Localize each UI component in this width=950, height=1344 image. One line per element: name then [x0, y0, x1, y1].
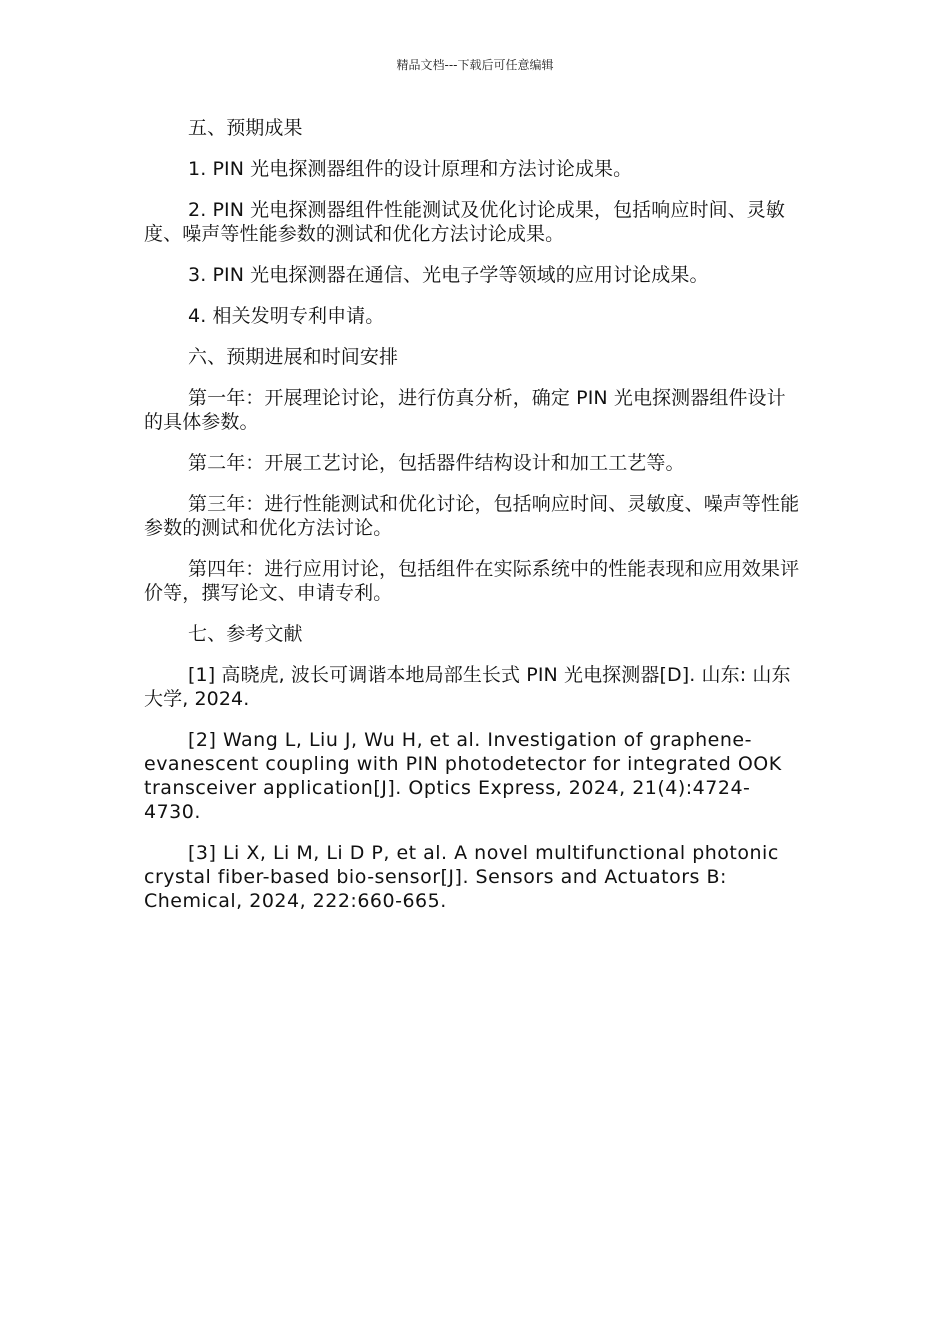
page-header: 精品文档---下载后可任意编辑 — [396, 58, 554, 72]
reference-item: [3] Li X, Li M, Li D P, et al. A novel multifunctional photonic crystal fiber-based bio-sensor[J]. Sensors and Actuators B: Chemical, 2024, 222:660-665. — [144, 842, 779, 912]
expected-result-item: 2. PIN 光电探测器组件性能测试及优化讨论成果，包括响应时间、灵敏度、噪声等性能参数的测试和优化方法讨论成果。 — [144, 199, 785, 245]
expected-result-item: 4. 相关发明专利申请。 — [188, 305, 385, 327]
document-body — [144, 116, 804, 930]
schedule-item: 第三年：进行性能测试和优化讨论，包括响应时间、灵敏度、噪声等性能参数的测试和优化方法讨论。 — [144, 493, 800, 539]
schedule-item: 第一年：开展理论讨论，进行仿真分析，确定 PIN 光电探测器组件设计的具体参数。 — [144, 387, 786, 433]
reference-item: [2] Wang L, Liu J, Wu H, et al. Investigation of graphene-evanescent coupling with PIN photodetector for integrated OOK transceiver application[J]. Optics Express, 2024, 21(4):4724-4730. — [144, 729, 782, 823]
schedule-item: 第四年：进行应用讨论，包括组件在实际系统中的性能表现和应用效果评价等，撰写论文、申请专利。 — [144, 558, 800, 604]
expected-result-item: 3. PIN 光电探测器在通信、光电子学等领域的应用讨论成果。 — [188, 264, 709, 286]
reference-item: [1] 高晓虎, 波长可调谐本地局部生长式 PIN 光电探测器[D]. 山东: 山东大学, 2024. — [144, 664, 791, 710]
schedule-item: 第二年：开展工艺讨论，包括器件结构设计和加工工艺等。 — [188, 452, 685, 474]
section-title-expected-results: 五、预期成果 — [188, 117, 303, 139]
section-title-references: 七、参考文献 — [188, 623, 303, 645]
section-title-schedule: 六、预期进展和时间安排 — [188, 346, 399, 368]
expected-result-item: 1. PIN 光电探测器组件的设计原理和方法讨论成果。 — [188, 158, 633, 180]
